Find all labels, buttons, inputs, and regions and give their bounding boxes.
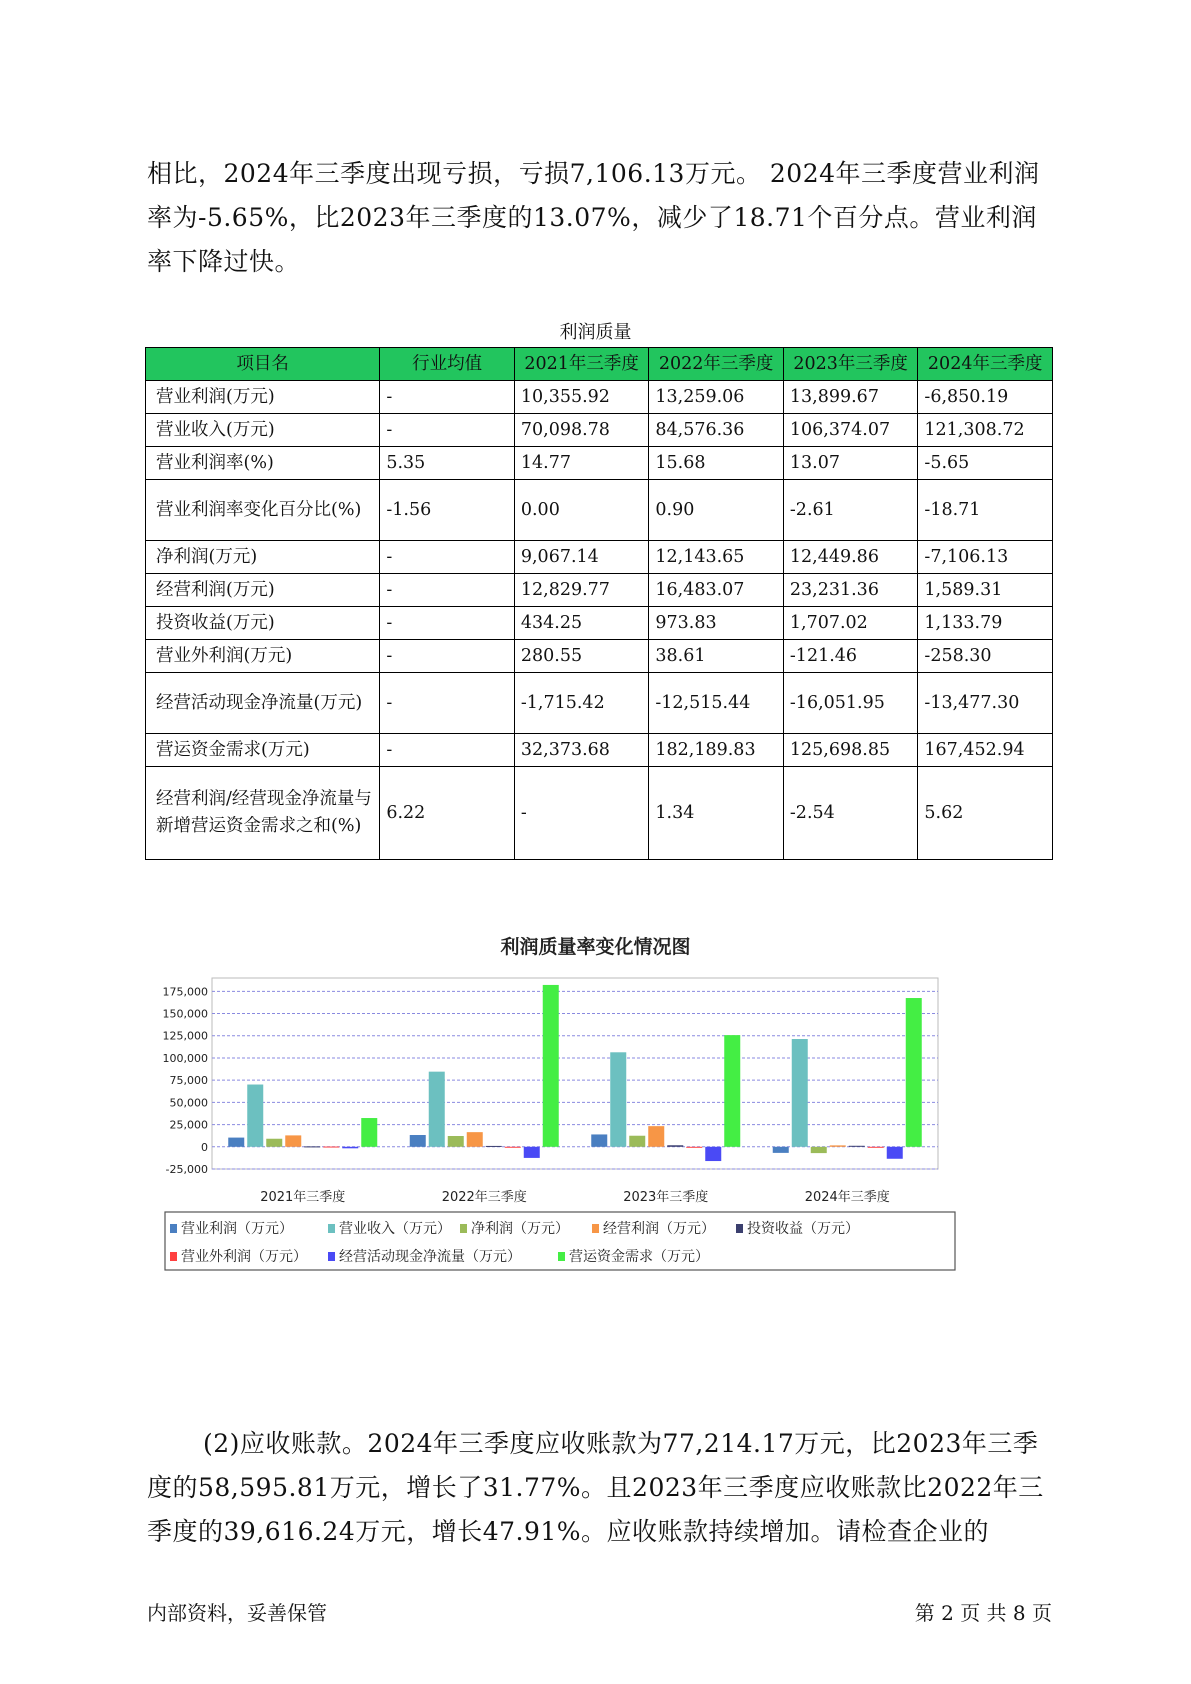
bar — [342, 1147, 358, 1149]
row-label-cell: 经营活动现金净流量(万元) — [146, 673, 380, 734]
value-cell: 14.77 — [514, 447, 649, 480]
value-cell: 0.00 — [514, 480, 649, 541]
value-cell: 13,259.06 — [649, 381, 784, 414]
value-cell: -258.30 — [918, 640, 1053, 673]
bar — [266, 1139, 282, 1147]
row-label-cell: 营业收入(万元) — [146, 414, 380, 447]
value-cell: 5.35 — [380, 447, 515, 480]
legend-swatch — [592, 1224, 599, 1233]
header-2022-q3: 2022年三季度 — [649, 348, 784, 381]
bar — [524, 1147, 540, 1158]
bar — [486, 1146, 502, 1147]
value-cell: - — [380, 640, 515, 673]
value-cell: 6.22 — [380, 767, 515, 860]
bar — [887, 1147, 903, 1159]
row-label-cell: 营业利润率变化百分比(%) — [146, 480, 380, 541]
table-row — [146, 480, 1053, 541]
header-2021-q3: 2021年三季度 — [514, 348, 649, 381]
bar — [429, 1072, 445, 1147]
bar — [591, 1134, 607, 1146]
value-cell: - — [514, 767, 649, 860]
chart-title: 利润质量率变化情况图 — [500, 936, 691, 958]
legend-swatch — [170, 1224, 177, 1233]
legend-swatch — [170, 1252, 177, 1261]
value-cell: 121,308.72 — [918, 414, 1053, 447]
table-row — [146, 574, 1053, 607]
legend-swatch — [328, 1224, 335, 1233]
bar — [228, 1138, 244, 1147]
value-cell: -1.56 — [380, 480, 515, 541]
value-cell: 38.61 — [649, 640, 784, 673]
legend-label: 经营活动现金净流量（万元） — [339, 1249, 521, 1265]
y-tick-label: 50,000 — [169, 1096, 208, 1110]
row-label-cell: 投资收益(万元) — [146, 607, 380, 640]
table-row — [146, 381, 1053, 414]
footer-page-number: 第 2 页 共 8 页 — [914, 1601, 1052, 1625]
value-cell: 9,067.14 — [514, 541, 649, 574]
y-tick-label: 175,000 — [162, 985, 208, 999]
value-cell: - — [380, 414, 515, 447]
value-cell: 280.55 — [514, 640, 649, 673]
legend-label: 净利润（万元） — [471, 1221, 569, 1237]
y-tick-label: 25,000 — [169, 1118, 208, 1132]
value-cell: 84,576.36 — [649, 414, 784, 447]
profit-quality-table — [145, 347, 1053, 860]
value-cell: -6,850.19 — [918, 381, 1053, 414]
value-cell: 0.90 — [649, 480, 784, 541]
bar — [724, 1035, 740, 1147]
table-row — [146, 734, 1053, 767]
bar — [285, 1135, 301, 1146]
value-cell: -1,715.42 — [514, 673, 649, 734]
header-item-name: 项目名 — [146, 348, 380, 381]
value-cell: 106,374.07 — [783, 414, 918, 447]
value-cell: 5.62 — [918, 767, 1053, 860]
value-cell: 16,483.07 — [649, 574, 784, 607]
x-tick-label: 2022年三季度 — [441, 1190, 527, 1205]
value-cell: 182,189.83 — [649, 734, 784, 767]
bar — [811, 1147, 827, 1153]
value-cell: -2.61 — [783, 480, 918, 541]
legend-label: 营业利润（万元） — [181, 1221, 293, 1237]
header-2024-q3: 2024年三季度 — [918, 348, 1053, 381]
value-cell: 125,698.85 — [783, 734, 918, 767]
value-cell: - — [380, 381, 515, 414]
value-cell: 32,373.68 — [514, 734, 649, 767]
table-row — [146, 447, 1053, 480]
value-cell: - — [380, 541, 515, 574]
value-cell: -121.46 — [783, 640, 918, 673]
bar — [610, 1052, 626, 1146]
y-tick-label: 125,000 — [162, 1029, 208, 1043]
table-row — [146, 607, 1053, 640]
value-cell: 12,143.65 — [649, 541, 784, 574]
value-cell: 10,355.92 — [514, 381, 649, 414]
legend-label: 营业外利润（万元） — [181, 1249, 307, 1265]
value-cell: -2.54 — [783, 767, 918, 860]
bar — [849, 1146, 865, 1147]
table-row — [146, 640, 1053, 673]
y-tick-label: 150,000 — [162, 1007, 208, 1021]
value-cell: -18.71 — [918, 480, 1053, 541]
bar — [705, 1147, 721, 1161]
value-cell: 1.34 — [649, 767, 784, 860]
header-industry-avg: 行业均值 — [380, 348, 515, 381]
value-cell: - — [380, 673, 515, 734]
bar — [868, 1147, 884, 1148]
bar — [830, 1145, 846, 1146]
row-label-cell: 营业利润率(%) — [146, 447, 380, 480]
bar — [247, 1085, 263, 1147]
row-label-cell: 营运资金需求(万元) — [146, 734, 380, 767]
legend-swatch — [558, 1252, 565, 1261]
value-cell: - — [380, 607, 515, 640]
bar — [773, 1147, 789, 1153]
value-cell: -12,515.44 — [649, 673, 784, 734]
value-cell: 23,231.36 — [783, 574, 918, 607]
legend-label: 营业收入（万元） — [339, 1221, 451, 1237]
footer-confidential-note: 内部资料，妥善保管 — [147, 1601, 327, 1625]
legend-label: 营运资金需求（万元） — [569, 1249, 709, 1265]
value-cell: 1,589.31 — [918, 574, 1053, 607]
bar — [505, 1147, 521, 1148]
value-cell: 167,452.94 — [918, 734, 1053, 767]
x-tick-label: 2021年三季度 — [260, 1190, 346, 1205]
table-row — [146, 767, 1053, 860]
bar — [667, 1145, 683, 1147]
value-cell: 12,829.77 — [514, 574, 649, 607]
table-row — [146, 414, 1053, 447]
legend-label: 经营利润（万元） — [603, 1221, 715, 1237]
value-cell: -16,051.95 — [783, 673, 918, 734]
value-cell: 13.07 — [783, 447, 918, 480]
value-cell: 13,899.67 — [783, 381, 918, 414]
row-label-cell: 经营利润(万元) — [146, 574, 380, 607]
table-header-row — [146, 348, 1053, 381]
header-2023-q3: 2023年三季度 — [783, 348, 918, 381]
profit-quality-bar-chart — [160, 970, 1020, 1380]
legend-swatch — [460, 1224, 467, 1233]
value-cell: 70,098.78 — [514, 414, 649, 447]
bar — [304, 1146, 320, 1147]
bar — [323, 1147, 339, 1148]
row-label-cell: 营业外利润(万元) — [146, 640, 380, 673]
legend-swatch — [328, 1252, 335, 1261]
value-cell: 15.68 — [649, 447, 784, 480]
bar — [906, 998, 922, 1147]
legend-swatch — [736, 1224, 743, 1233]
table-row — [146, 673, 1053, 734]
bar — [361, 1118, 377, 1147]
legend-label: 投资收益（万元） — [747, 1221, 859, 1237]
y-tick-label: 0 — [201, 1140, 208, 1154]
bar — [543, 985, 559, 1147]
value-cell: - — [380, 734, 515, 767]
value-cell: - — [380, 574, 515, 607]
bar — [410, 1135, 426, 1147]
bar — [467, 1132, 483, 1147]
bar — [629, 1136, 645, 1147]
bar — [648, 1126, 664, 1147]
value-cell: -5.65 — [918, 447, 1053, 480]
x-tick-label: 2024年三季度 — [804, 1190, 890, 1205]
bar — [448, 1136, 464, 1147]
table-caption: 利润质量 — [559, 322, 632, 343]
value-cell: 434.25 — [514, 607, 649, 640]
value-cell: 1,133.79 — [918, 607, 1053, 640]
bar — [686, 1147, 702, 1148]
value-cell: -13,477.30 — [918, 673, 1053, 734]
row-label-cell: 营业利润(万元) — [146, 381, 380, 414]
row-label-cell: 经营利润/经营现金净流量与新增营运资金需求之和(%) — [146, 767, 380, 860]
plot-area — [212, 978, 938, 1169]
value-cell: 1,707.02 — [783, 607, 918, 640]
y-tick-label: 100,000 — [162, 1051, 208, 1065]
row-label-cell: 净利润(万元) — [146, 541, 380, 574]
value-cell: 973.83 — [649, 607, 784, 640]
paragraph-receivables: (2)应收账款。2024年三季度应收账款为77,214.17万元，比2023年三季度的58,595.81万元，增长了31.77%。且2023年三季度应收账款比2022年三季度的39,616.24万元，增长47.91%。应收账款持续增加。请检查企业的 — [147, 1429, 1044, 1546]
y-tick-label: 75,000 — [169, 1074, 208, 1088]
value-cell: -7,106.13 — [918, 541, 1053, 574]
paragraph-operating-profit: 相比，2024年三季度出现亏损，亏损7,106.13万元。 2024年三季度营业利润率为-5.65%，比2023年三季度的13.07%，减少了18.71个百分点。营业利润率下降过快。 — [147, 159, 1040, 276]
value-cell: 12,449.86 — [783, 541, 918, 574]
table-row — [146, 541, 1053, 574]
x-tick-label: 2023年三季度 — [623, 1190, 709, 1205]
y-tick-label: -25,000 — [165, 1163, 208, 1176]
bar — [792, 1039, 808, 1147]
